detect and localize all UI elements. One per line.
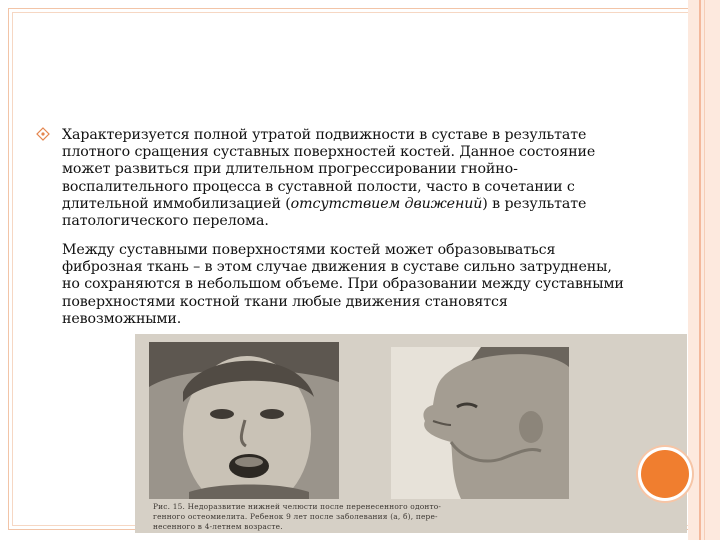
text-line: может развиться при длительном прогрессировании гнойно- xyxy=(62,161,518,178)
patient-profile-photo xyxy=(391,347,569,499)
text-fragment: длительной иммобилизацией ( xyxy=(62,195,291,212)
text-line: фиброзная ткань – в этом случае движения в суставе сильно затруднены, xyxy=(62,259,612,276)
text-line: Характеризуется полной утратой подвижности в суставе в результате xyxy=(62,127,587,143)
paragraph-ankylosis xyxy=(62,127,682,230)
text-line: поверхностями костной ткани любые движения становятся xyxy=(62,293,508,310)
clinical-figure xyxy=(135,334,687,533)
text-line: невозможными. xyxy=(62,310,182,327)
text-line: Между суставными поверхностями костей может образовываться xyxy=(62,242,556,258)
caption-line: генного остеомиелита. Ребенок 9 лет после заболевания (а, б), пере- xyxy=(153,511,438,521)
decorative-side-line-thin xyxy=(704,0,705,540)
italic-emphasis: отсутствием движений xyxy=(290,195,483,212)
text-line: патологического перелома. xyxy=(62,213,269,230)
figure-caption xyxy=(153,502,653,531)
caption-line: Рис. 15. Недоразвитие нижней челюсти после перенесенного одонто- xyxy=(153,502,442,511)
text-line xyxy=(62,196,682,213)
bullet-icon xyxy=(36,127,50,141)
patient-front-photo xyxy=(149,342,339,499)
caption-line: несенного в 4-летнем возрасте. xyxy=(153,521,283,531)
text-fragment: ) в результате xyxy=(482,195,587,212)
text-line: плотного сращения суставных поверхностей костей. Данное состояние xyxy=(62,144,596,161)
text-line: но сохраняются в небольшом объеме. При образовании между суставными xyxy=(62,276,624,293)
text-line: воспалительного процесса в суставной полости, часто в сочетании с xyxy=(62,178,575,195)
paragraph-fibrous xyxy=(62,242,682,328)
decorative-orange-circle xyxy=(641,450,689,498)
decorative-side-line xyxy=(699,0,701,540)
